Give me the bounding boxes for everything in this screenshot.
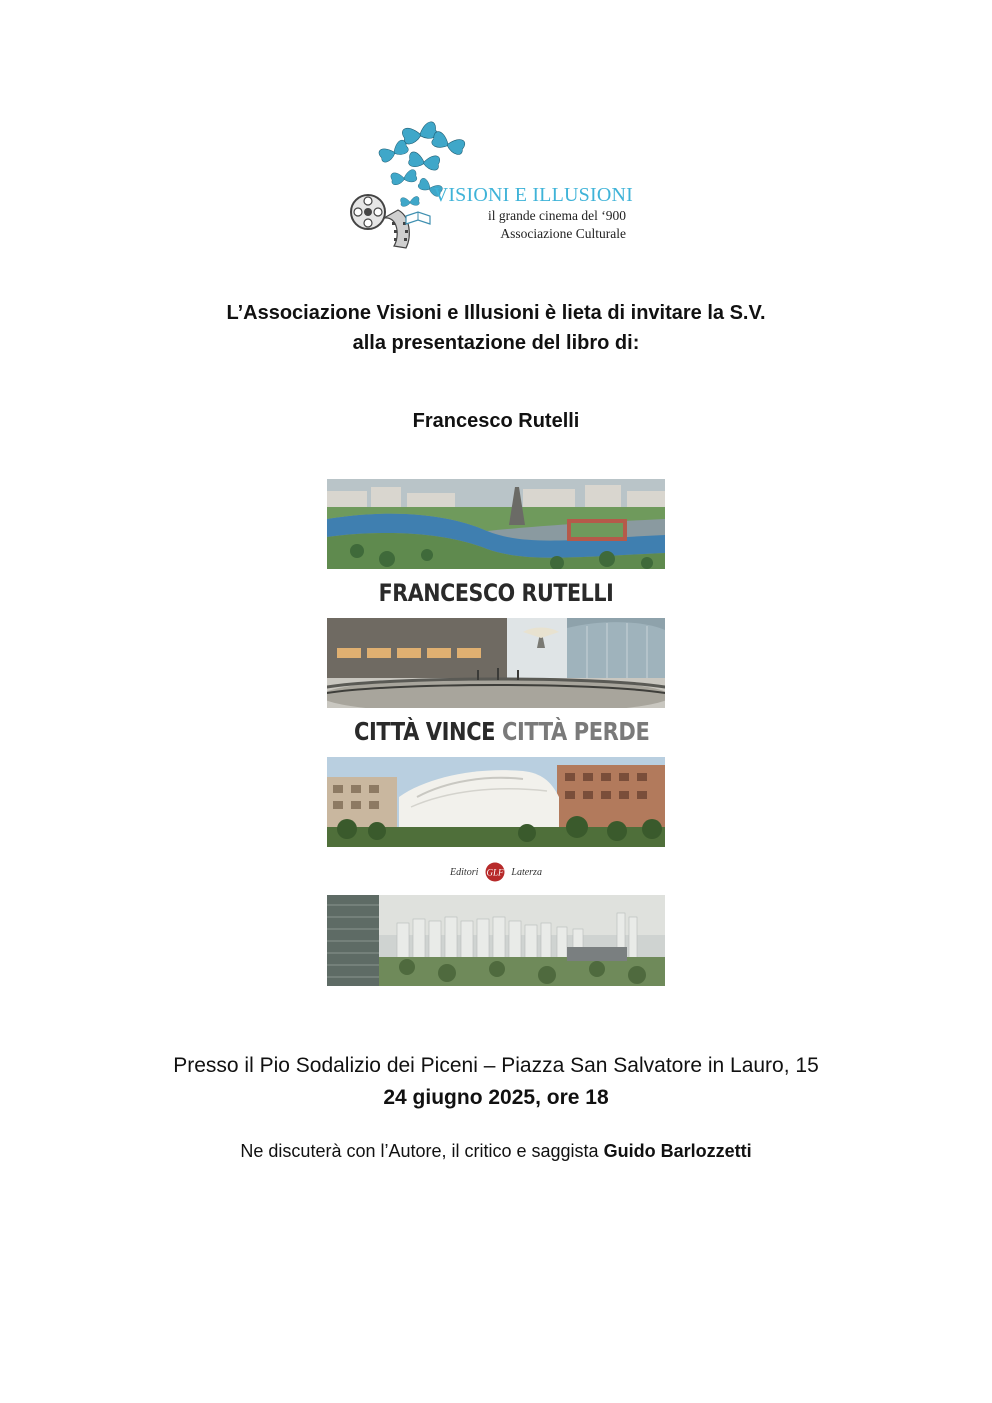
invitation-line-1: L’Associazione Visioni e Illusioni è lieta di invitare la S.V. xyxy=(226,302,766,324)
event-date: 24 giugno 2025, ore 18 xyxy=(383,1086,609,1109)
publisher-left-text: Editori xyxy=(450,866,479,878)
event-discussion xyxy=(0,1137,992,1165)
svg-text:GLF: GLF xyxy=(486,867,504,878)
cover-photo-skyscrapers xyxy=(327,895,665,986)
cover-title-part-2: CITTÀ PERDE xyxy=(502,717,650,746)
invitation-line-2: alla presentazione del libro di: xyxy=(352,332,640,354)
publisher-imprint xyxy=(327,862,665,884)
discussant-name: Guido Barlozzetti xyxy=(603,1141,752,1161)
event-venue: Presso il Pio Sodalizio dei Piceni – Piazza San Salvatore in Lauro, 15 xyxy=(173,1054,819,1077)
logo-subtitle-1: il grande cinema del ‘900 xyxy=(488,208,626,223)
cover-title-part-1: CITTÀ VINCE xyxy=(354,717,496,746)
cover-photo-curved-building xyxy=(327,757,665,847)
author-name: Francesco Rutelli xyxy=(412,410,580,432)
book-cover xyxy=(327,479,665,986)
logo-subtitle-2: Associazione Culturale xyxy=(500,226,626,241)
association-logo xyxy=(348,118,638,250)
logo-title: VISIONI E ILLUSIONI xyxy=(433,184,633,206)
publisher-right-text: Laterza xyxy=(511,866,542,878)
cover-photo-river-city xyxy=(327,479,665,569)
cover-title xyxy=(354,717,650,746)
cover-author: FRANCESCO RUTELLI xyxy=(378,579,614,607)
publisher-logo-icon xyxy=(485,862,505,882)
cover-photo-plaza xyxy=(327,618,665,708)
discussion-prefix: Ne discuterà con l’Autore, il critico e saggista xyxy=(240,1141,599,1161)
